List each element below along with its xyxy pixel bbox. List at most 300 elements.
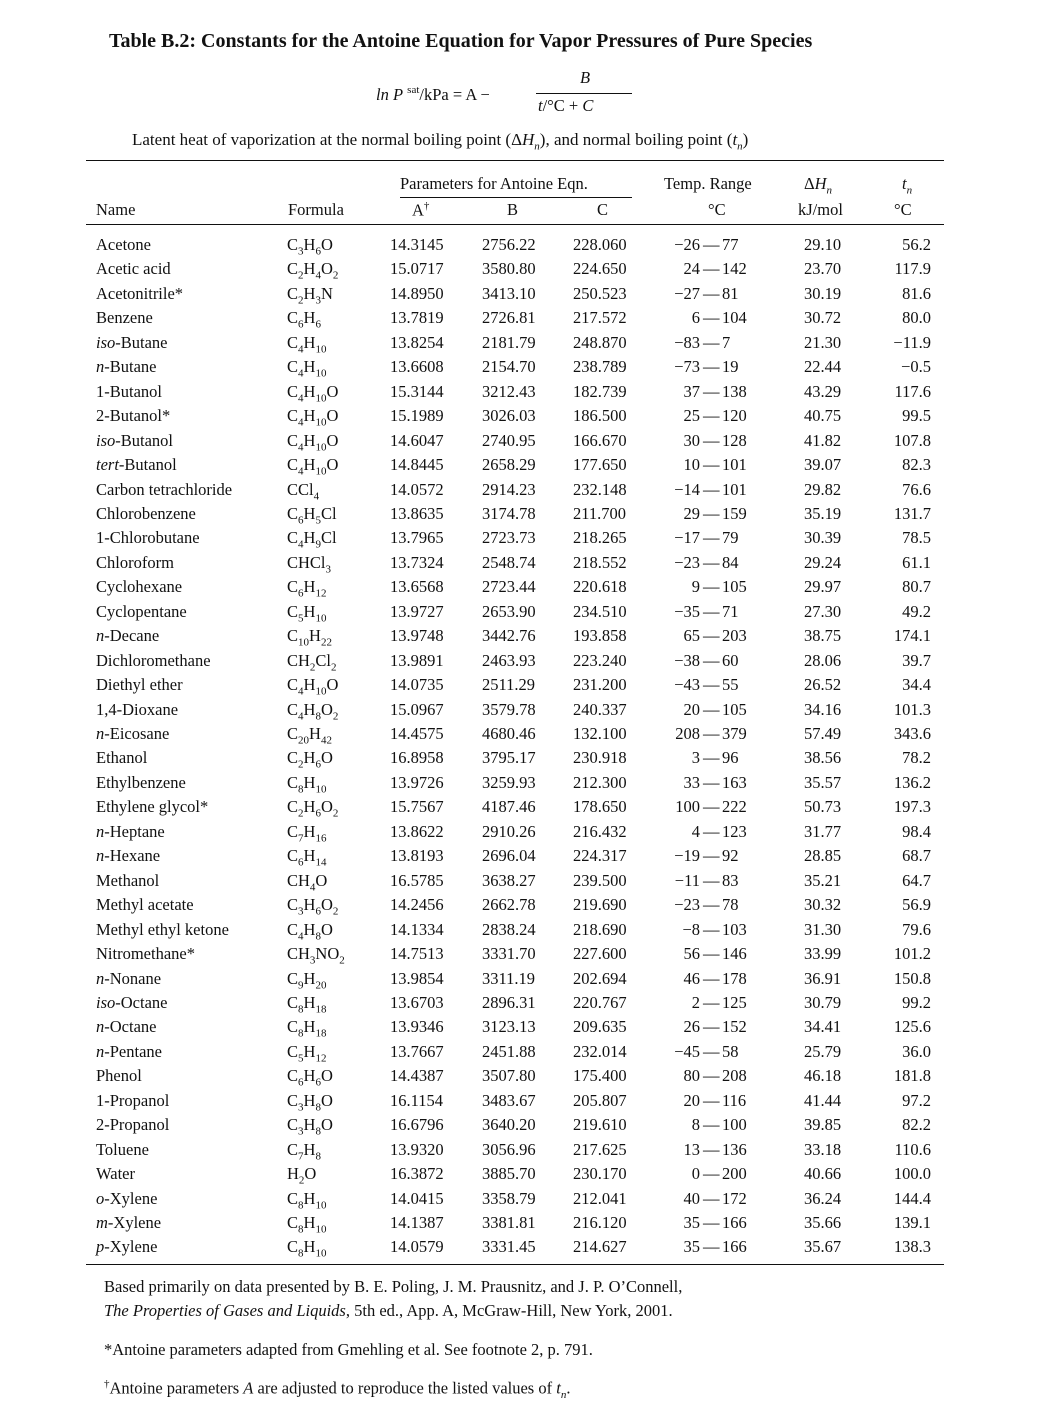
species-formula: $C_3H_8O$ (287, 1090, 333, 1114)
antoine-c: 218.552 (573, 552, 627, 572)
antoine-a: 13.9346 (390, 1017, 444, 1037)
species-name: Phenol (96, 1066, 142, 1086)
params-underline (400, 197, 632, 198)
latent-heat: 36.91 (804, 968, 842, 988)
temp-high: 96 (722, 748, 739, 768)
boiling-point: 107.8 (893, 430, 931, 450)
species-formula: $C_6H_6$ (287, 308, 321, 331)
temp-high: 83 (722, 870, 739, 890)
latent-heat: 35.57 (804, 772, 842, 792)
temp-high: 19 (722, 357, 739, 377)
species-name: n-Nonane (96, 968, 162, 988)
antoine-b: 3358.79 (482, 1188, 536, 1208)
latent-heat: 25.79 (804, 1041, 842, 1061)
table-row (0, 624, 1051, 649)
temp-low: −14 (674, 479, 700, 499)
antoine-a: 13.8193 (390, 846, 444, 866)
boiling-point: 343.6 (893, 724, 931, 743)
antoine-b: 2181.79 (482, 332, 536, 352)
species-formula: $C_6H_5Cl$ (287, 503, 337, 527)
antoine-a: 14.0735 (390, 675, 444, 695)
table-row (0, 575, 1051, 600)
temp-high: 116 (722, 1090, 747, 1110)
antoine-a: 15.0967 (390, 699, 444, 719)
antoine-c: 224.317 (573, 846, 627, 866)
temp-dash: — (703, 308, 720, 328)
species-formula: $CH_2Cl_2$ (287, 650, 337, 673)
table-row (0, 233, 1051, 258)
antoine-b: 2723.73 (482, 528, 536, 548)
temp-low: 100 (675, 797, 700, 817)
table-row (0, 673, 1051, 698)
species-name: Cyclopentane (96, 601, 187, 621)
source-note-rest: , 5th ed., App. A, McGraw-Hill, New York, 2001. (345, 1301, 673, 1320)
header-rule (86, 224, 944, 225)
temp-dash: — (703, 381, 720, 401)
antoine-c: 186.500 (573, 406, 627, 426)
latent-heat: 30.39 (804, 528, 842, 548)
temp-dash: — (703, 821, 720, 841)
antoine-b: 3442.76 (482, 626, 536, 646)
temp-low: 40 (683, 1188, 700, 1208)
antoine-b: 3331.45 (482, 1237, 536, 1257)
antoine-b: 3580.80 (482, 259, 536, 279)
latent-heat: 28.85 (804, 846, 842, 866)
antoine-c: 177.650 (573, 455, 627, 475)
boiling-point: 150.8 (893, 968, 931, 988)
temp-low: 0 (691, 1164, 700, 1184)
table-row (0, 453, 1051, 478)
temp-low: 20 (683, 1090, 700, 1110)
antoine-a: 14.6047 (390, 430, 444, 450)
species-name: n-Decane (96, 626, 160, 646)
latent-heat: 31.30 (804, 919, 842, 939)
antoine-a: 14.0415 (390, 1188, 444, 1208)
boiling-point: 100.0 (893, 1164, 931, 1184)
antoine-c: 248.870 (573, 332, 627, 352)
source-note-line1: Based primarily on data presented by B. E. Poling, J. M. Prausnitz, and J. P. O’Connell, (104, 1277, 683, 1296)
antoine-c: 228.060 (573, 235, 627, 254)
species-formula: $C_8H_{10}$ (287, 772, 327, 796)
table-row (0, 257, 1051, 282)
temp-high: 55 (722, 675, 739, 695)
antoine-c: 219.690 (573, 895, 627, 915)
header-dh-unit: kJ/mol (798, 200, 843, 219)
header-temp-range: Temp. Range (664, 174, 752, 193)
equation-denominator: t/°C + C (538, 96, 594, 115)
temp-dash: — (703, 1017, 720, 1037)
latent-heat: 36.24 (804, 1188, 842, 1208)
temp-high: 101 (722, 455, 747, 475)
antoine-a: 15.7567 (390, 797, 444, 817)
temp-low: −45 (674, 1041, 700, 1061)
temp-low: 33 (683, 772, 700, 792)
species-formula: $C_4H_8O_2$ (287, 699, 339, 722)
header-dh: $\Delta H_n$ (804, 174, 833, 197)
temp-low: 25 (683, 406, 700, 426)
table-row (0, 1089, 1051, 1114)
antoine-b: 3638.27 (482, 870, 536, 890)
temp-low: −26 (674, 235, 700, 254)
table-row (0, 1138, 1051, 1163)
antoine-c: 202.694 (573, 968, 627, 988)
antoine-b: 2726.81 (482, 308, 536, 328)
temp-low: −38 (674, 650, 700, 670)
antoine-c: 214.627 (573, 1237, 627, 1257)
species-name: 1-Butanol (96, 381, 162, 401)
boiling-point: 99.5 (902, 406, 931, 426)
species-formula: $CH_4O$ (287, 870, 328, 893)
latent-heat: 40.66 (804, 1164, 842, 1184)
species-formula: $C_2H_6O_2$ (287, 797, 339, 820)
species-formula: $C_4H_{10}O$ (287, 675, 339, 698)
table-row (0, 282, 1051, 307)
temp-low: 29 (683, 503, 700, 523)
antoine-c: 209.635 (573, 1017, 627, 1037)
antoine-a: 16.6796 (390, 1115, 444, 1135)
species-name: Methyl acetate (96, 895, 194, 915)
antoine-a: 13.9726 (390, 772, 444, 792)
table-row (0, 1015, 1051, 1040)
temp-low: −73 (674, 357, 700, 377)
table-row (0, 722, 1051, 747)
temp-high: 120 (722, 406, 747, 426)
temp-dash: — (703, 675, 720, 695)
latent-heat: 57.49 (804, 724, 842, 743)
species-name: Chlorobenzene (96, 503, 196, 523)
antoine-c: 132.100 (573, 724, 627, 743)
table-row (0, 429, 1051, 454)
antoine-c: 166.670 (573, 430, 627, 450)
temp-dash: — (703, 846, 720, 866)
source-book-title: The Properties of Gases and Liquids (104, 1301, 346, 1320)
antoine-c: 219.610 (573, 1115, 627, 1135)
table-row (0, 771, 1051, 796)
temp-dash: — (703, 601, 720, 621)
species-name: m-Xylene (96, 1213, 162, 1232)
header-c: C (597, 200, 609, 219)
species-formula: $C_9H_{20}$ (287, 968, 327, 991)
temp-dash: — (703, 552, 720, 572)
table-title: Table B.2: Constants for the Antoine Equation for Vapor Pressures of Pure Species (109, 30, 813, 52)
latent-heat: 22.44 (804, 357, 842, 377)
antoine-b: 3640.20 (482, 1115, 536, 1135)
temp-low: −27 (674, 283, 700, 303)
boiling-point: 49.2 (902, 601, 931, 621)
antoine-c: 220.767 (573, 992, 627, 1012)
temp-low: −23 (674, 552, 700, 572)
table-row (0, 1113, 1051, 1138)
table-row (0, 355, 1051, 380)
temp-high: 79 (722, 528, 739, 548)
header-name: Name (96, 200, 136, 219)
temp-high: 100 (722, 1115, 747, 1135)
temp-dash: — (703, 357, 720, 377)
boiling-point: 82.3 (902, 455, 931, 475)
temp-high: 222 (722, 797, 747, 817)
antoine-c: 217.572 (573, 308, 627, 328)
species-formula: $C_2H_6O$ (287, 748, 333, 771)
species-formula: $C_4H_{10}$ (287, 357, 327, 380)
table-subtitle: Latent heat of vaporization at the normal boiling point $(\Delta H_n)$, and normal boiling point $(t_n)$ (132, 130, 749, 153)
latent-heat: 43.29 (804, 381, 842, 401)
boiling-point: 56.2 (902, 235, 931, 254)
antoine-b: 3413.10 (482, 283, 536, 303)
temp-low: 30 (683, 430, 700, 450)
species-formula: $C_4H_8O$ (287, 919, 333, 942)
antoine-b: 3212.43 (482, 381, 536, 401)
temp-dash: — (703, 430, 720, 450)
species-formula: $C_4H_{10}O$ (287, 455, 339, 478)
species-name: 1-Propanol (96, 1090, 170, 1110)
temp-low: 46 (683, 968, 700, 988)
species-name: iso-Butanol (96, 430, 174, 450)
antoine-a: 13.8635 (390, 503, 444, 523)
species-name: Diethyl ether (96, 675, 183, 695)
boiling-point: −11.9 (893, 332, 931, 352)
temp-dash: — (703, 283, 720, 303)
latent-heat: 35.67 (804, 1237, 842, 1257)
antoine-a: 14.7513 (390, 944, 444, 964)
top-rule (86, 160, 944, 161)
latent-heat: 35.19 (804, 503, 842, 523)
species-formula: $H_2O$ (287, 1164, 317, 1187)
latent-heat: 23.70 (804, 259, 842, 279)
species-name: n-Pentane (96, 1041, 162, 1061)
species-formula: $C_8H_{10}$ (287, 1188, 327, 1211)
temp-low: 3 (691, 748, 700, 768)
temp-high: 136 (722, 1139, 747, 1159)
antoine-a: 13.7667 (390, 1041, 444, 1061)
species-name: 1,4-Dioxane (96, 699, 179, 719)
antoine-a: 14.0579 (390, 1237, 444, 1257)
latent-heat: 34.16 (804, 699, 842, 719)
temp-low: 9 (691, 577, 700, 597)
boiling-point: 110.6 (894, 1139, 931, 1159)
latent-heat: 29.97 (804, 577, 842, 597)
temp-dash: — (703, 332, 720, 352)
table-row (0, 746, 1051, 771)
antoine-a: 13.6568 (390, 577, 444, 597)
antoine-c: 182.739 (573, 381, 627, 401)
boiling-point: 174.1 (893, 626, 931, 646)
antoine-a: 13.6703 (390, 992, 444, 1012)
species-name: 1-Chlorobutane (96, 528, 200, 548)
temp-low: 6 (691, 308, 700, 328)
temp-low: −83 (674, 332, 700, 352)
temp-high: 166 (722, 1237, 747, 1257)
temp-high: 166 (722, 1213, 747, 1232)
species-formula: $C_2H_4O_2$ (287, 259, 339, 282)
antoine-c: 212.041 (573, 1188, 627, 1208)
antoine-b: 3311.19 (482, 968, 536, 988)
source-note-line2 (104, 1301, 673, 1321)
latent-heat: 29.24 (804, 552, 842, 572)
boiling-point: 98.4 (902, 821, 931, 841)
temp-low: 35 (683, 1237, 700, 1257)
temp-low: 8 (691, 1115, 700, 1135)
latent-heat: 30.32 (804, 895, 842, 915)
antoine-a: 13.6608 (390, 357, 444, 377)
table-row (0, 1187, 1051, 1212)
temp-dash: — (703, 772, 720, 792)
header-a: A† (412, 200, 430, 220)
table-row (0, 502, 1051, 527)
temp-high: 81 (722, 283, 739, 303)
antoine-a: 13.7819 (390, 308, 444, 328)
latent-heat: 29.10 (804, 235, 842, 254)
antoine-b: 3259.93 (482, 772, 536, 792)
boiling-point: 138.3 (893, 1237, 931, 1257)
temp-low: 13 (683, 1139, 700, 1159)
table-row (0, 380, 1051, 405)
boiling-point: 117.6 (894, 381, 931, 401)
temp-dash: — (703, 650, 720, 670)
table-row (0, 991, 1051, 1016)
antoine-c: 231.200 (573, 675, 627, 695)
temp-dash: — (703, 1139, 720, 1159)
antoine-c: 240.337 (573, 699, 627, 719)
antoine-b: 3381.81 (482, 1213, 536, 1232)
latent-heat: 33.18 (804, 1139, 842, 1159)
latent-heat: 39.07 (804, 455, 842, 475)
temp-low: 26 (683, 1017, 700, 1037)
latent-heat: 30.79 (804, 992, 842, 1012)
species-name: Water (96, 1164, 135, 1184)
temp-dash: — (703, 968, 720, 988)
species-name: Benzene (96, 308, 153, 328)
species-formula: CCl$_4$ (287, 479, 320, 502)
antoine-b: 3026.03 (482, 406, 536, 426)
species-name: iso-Butane (96, 332, 168, 352)
temp-low: −43 (674, 675, 700, 695)
antoine-b: 2451.88 (482, 1041, 536, 1061)
antoine-c: 239.500 (573, 870, 627, 890)
temp-low: 20 (683, 699, 700, 719)
species-name: Dichloromethane (96, 650, 211, 670)
latent-heat: 38.75 (804, 626, 842, 646)
antoine-c: 220.618 (573, 577, 627, 597)
table-row (0, 795, 1051, 820)
antoine-a: 15.0717 (390, 259, 444, 279)
equation-lhs: ln P $^{sat}$/kPa = A − (376, 84, 490, 104)
antoine-c: 232.014 (573, 1041, 627, 1061)
boiling-point: 36.0 (902, 1041, 931, 1061)
table-row (0, 306, 1051, 331)
species-name: Acetic acid (96, 259, 171, 279)
table-row (0, 1040, 1051, 1065)
antoine-c: 193.858 (573, 626, 627, 646)
antoine-b: 4187.46 (482, 797, 536, 817)
antoine-b: 2740.95 (482, 430, 536, 450)
temp-low: 37 (683, 381, 700, 401)
antoine-b: 3795.17 (482, 748, 536, 768)
temp-high: 105 (722, 577, 747, 597)
antoine-b: 2548.74 (482, 552, 536, 572)
antoine-c: 238.789 (573, 357, 627, 377)
temp-high: 146 (722, 944, 747, 964)
latent-heat: 21.30 (804, 332, 842, 352)
temp-dash: — (703, 235, 720, 254)
antoine-b: 2653.90 (482, 601, 536, 621)
antoine-a: 14.8445 (390, 455, 444, 475)
species-name: iso-Octane (96, 992, 168, 1012)
antoine-a: 16.1154 (390, 1090, 444, 1110)
temp-dash: — (703, 528, 720, 548)
header-b: B (507, 200, 519, 219)
header-temp-unit: °C (708, 200, 726, 219)
antoine-a: 15.3144 (390, 381, 444, 401)
dagger-footnote: †Antoine parameters A are adjusted to reproduce the listed values of $t_n$. (104, 1378, 571, 1401)
species-name: Toluene (96, 1139, 149, 1159)
temp-low: −11 (674, 870, 700, 890)
temp-high: 104 (722, 308, 747, 328)
antoine-b: 3885.70 (482, 1164, 536, 1184)
latent-heat: 38.56 (804, 748, 842, 768)
species-formula: $C_{20}H_{42}$ (287, 724, 332, 747)
table-row (0, 918, 1051, 943)
temp-high: 71 (722, 601, 739, 621)
header-tn-unit: °C (894, 200, 912, 219)
latent-heat: 41.82 (804, 430, 842, 450)
antoine-a: 14.0572 (390, 479, 444, 499)
temp-dash: — (703, 1164, 720, 1184)
equation-fraction-bar (536, 93, 632, 94)
species-formula: $C_5H_{12}$ (287, 1041, 327, 1065)
antoine-b: 2896.31 (482, 992, 536, 1012)
temp-dash: — (703, 1188, 720, 1208)
antoine-a: 14.1334 (390, 919, 444, 939)
table-row (0, 649, 1051, 674)
temp-low: −17 (674, 528, 700, 548)
latent-heat: 28.06 (804, 650, 842, 670)
antoine-a: 13.9748 (390, 626, 444, 646)
species-name: n-Octane (96, 1017, 157, 1037)
latent-heat: 27.30 (804, 601, 842, 621)
table-row (0, 478, 1051, 503)
temp-dash: — (703, 479, 720, 499)
antoine-b: 3123.13 (482, 1017, 536, 1037)
species-formula: $C_4H_{10}O$ (287, 406, 339, 429)
antoine-b: 2910.26 (482, 821, 536, 841)
table-row (0, 820, 1051, 845)
boiling-point: −0.5 (901, 357, 931, 377)
latent-heat: 39.85 (804, 1115, 842, 1135)
antoine-b: 4680.46 (482, 724, 536, 743)
temp-high: 123 (722, 821, 747, 841)
antoine-c: 232.148 (573, 479, 627, 499)
bottom-rule (86, 1264, 944, 1265)
species-formula: $C_7H_8$ (287, 1139, 321, 1162)
temp-low: −19 (674, 846, 700, 866)
table-row (0, 1064, 1051, 1089)
header-formula: Formula (288, 200, 344, 219)
antoine-b: 2154.70 (482, 357, 536, 377)
latent-heat: 46.18 (804, 1066, 842, 1086)
latent-heat: 35.21 (804, 870, 842, 890)
antoine-c: 250.523 (573, 283, 627, 303)
temp-dash: — (703, 626, 720, 646)
temp-dash: — (703, 1213, 720, 1232)
antoine-c: 234.510 (573, 601, 627, 621)
boiling-point: 39.7 (902, 650, 931, 670)
species-name: Acetone (96, 235, 151, 254)
antoine-a: 13.8622 (390, 821, 444, 841)
species-name: tert-Butanol (96, 455, 177, 475)
latent-heat: 41.44 (804, 1090, 842, 1110)
antoine-a: 13.7324 (390, 552, 444, 572)
antoine-a: 16.3872 (390, 1164, 444, 1184)
